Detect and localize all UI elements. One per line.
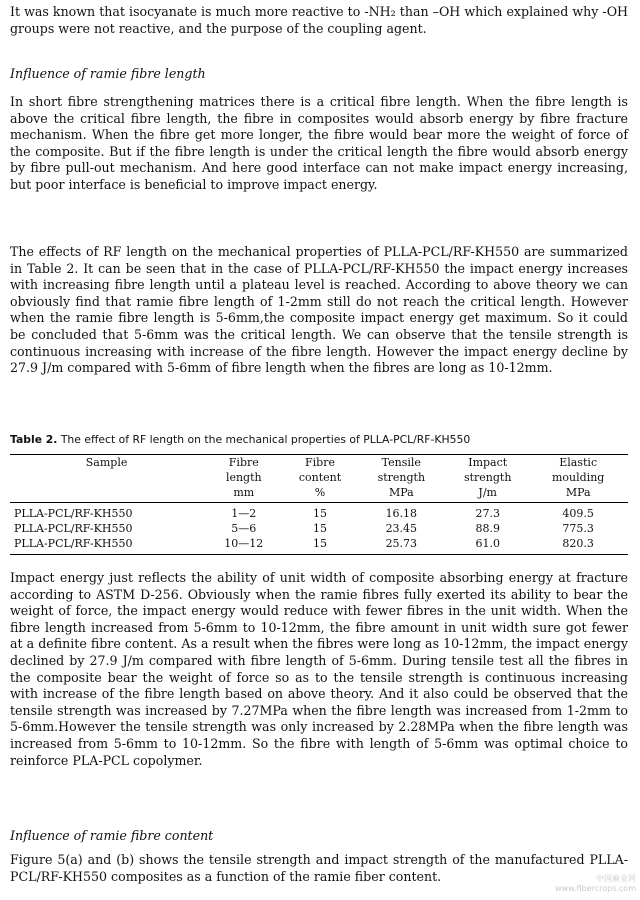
cell-sample: PLLA-PCL/RF-KH550: [14, 522, 133, 535]
col-header-impact: Impact: [447, 455, 528, 471]
section-heading-fibre-content: Influence of ramie fibre content: [10, 828, 214, 843]
col-header-tensile: Tensile: [356, 455, 447, 471]
table-row: [10, 503, 628, 522]
col-header-fibre-content: Fibre: [284, 455, 355, 471]
col-header-impact-l2: strength: [463, 471, 512, 484]
cell-fibre-content: 15: [313, 507, 327, 520]
paragraph-impact-energy: Impact energy just reflects the ability of unit width of composite absorbing energy at fracture according to ASTM D-256. Obviously when the ramie fibres fully exerted its ability to bear the weight of force, the impact energy would reduce with fewer fibres in the unit width. When the fibre length increased from 5-6mm to 10-12mm, the fibre amount in unit width sure got fewer at a definite fibre content. As a result when the fibres were long as 10-12mm, the impact energy declined by 27.9 J/m compared with fibre length of 5-6mm. During tensile test all the fibres in the composite bear the weight of force so as to the tensile strength is continuous increasing with increase of the fibre length based on above theory. And it also could be observed that the tensile strength was increased by 7.27MPa when the fibre length was increased from 1-2mm to 5-6mm.However the tensile strength was only increased by 2.28MPa when the fibre length was increased from 5-6mm to 10-12mm. So the fibre with length of 5-6mm was optimal choice to reinforce PLA-PCL copolymer.: [10, 570, 628, 768]
cell-impact: 27.3: [475, 507, 500, 520]
cell-sample: PLLA-PCL/RF-KH550: [10, 536, 203, 555]
cell-impact: 88.9: [475, 522, 500, 535]
cell-fibre-length: 1—2: [231, 507, 257, 520]
col-header-sample: Sample: [10, 455, 203, 471]
cell-fibre-length: 5—6: [231, 522, 257, 535]
table-caption-text: The effect of RF length on the mechanical properties of PLLA-PCL/RF-KH550: [57, 433, 471, 446]
col-header-fibre-length-unit: mm: [203, 485, 284, 503]
table-caption: [10, 433, 630, 447]
table-header-row-3: [10, 485, 628, 503]
col-header-fibre-length: Fibre: [203, 455, 284, 471]
cell-elastic: 409.5: [562, 507, 594, 520]
col-header-tensile-unit: MPa: [356, 485, 447, 503]
table-caption-label: Table 2.: [10, 433, 58, 446]
watermark-line-1: 中国麻业网: [596, 874, 636, 883]
cell-fibre-content: 15: [313, 522, 327, 535]
cell-sample: PLLA-PCL/RF-KH550: [14, 507, 133, 520]
col-header-elastic-l2: moulding: [552, 471, 605, 484]
col-header-impact-unit: J/m: [447, 485, 528, 503]
cell-elastic: 820.3: [528, 536, 628, 555]
col-header-sample-l3: [10, 485, 203, 503]
cell-elastic: 775.3: [562, 522, 594, 535]
table-row: [10, 521, 628, 536]
paragraph-critical-length: In short fibre strengthening matrices there is a critical fibre length. When the fibre length is above the critical fibre length, the fibre in composites would absorb energy by fibre fracture mechanism. When the fibre get more longer, the fibre would bear more the weight of force of the composite. But if the fibre length is under the critical length the fibre would absorb energy by fibre pull-out mechanism. And here good interface can not make impact energy increasing, but poor interface is beneficial to improve impact energy.: [10, 94, 628, 192]
watermark: [555, 874, 636, 894]
col-header-fibre-content-unit: %: [284, 485, 355, 503]
col-header-fibre-length-l2: length: [225, 471, 262, 484]
table-header-row-1: [10, 455, 628, 471]
intro-paragraph: It was known that isocyanate is much more reactive to -NH₂ than –OH which explained why -OH groups were not reactive, and the purpose of the coupling agent.: [10, 4, 628, 36]
col-header-fibre-content-l2: content: [298, 471, 342, 484]
paragraph-rf-length-effects: The effects of RF length on the mechanical properties of PLLA-PCL/RF-KH550 are summarized in Table 2. It can be seen that in the case of PLLA-PCL/RF-KH550 the impact energy increases with increasing fibre length until a plateau level is reached. According to above theory we can obviously find that ramie fibre length of 1-2mm still do not reach the critical length. However when the ramie fibre length is 5-6mm,the composite impact energy get maximum. So it could be concluded that 5-6mm was the critical length. We can observe that the tensile strength is continuous increasing with increase of the fibre length. However the impact energy decline by 27.9 J/m compared with 5-6mm of fibre length when the fibres are long as 10-12mm.: [10, 244, 628, 376]
col-header-tensile-l2: strength: [377, 471, 426, 484]
cell-fibre-length: 10—12: [203, 536, 284, 555]
table-header-row-2: [10, 470, 628, 485]
cell-tensile: 25.73: [356, 536, 447, 555]
watermark-line-2: www.fibercrops.com: [555, 884, 636, 893]
col-header-elastic: Elastic: [528, 455, 628, 471]
cell-impact: 61.0: [447, 536, 528, 555]
section-heading-fibre-length: Influence of ramie fibre length: [10, 66, 206, 81]
cell-tensile: 16.18: [385, 507, 418, 520]
paragraph-figure-5: Figure 5(a) and (b) shows the tensile strength and impact strength of the manufactured PLLA-PCL/RF-KH550 composites as a function of the ramie fiber content.: [10, 852, 628, 884]
cell-fibre-content: 15: [284, 536, 355, 555]
results-table: [10, 454, 628, 555]
table-row: [10, 536, 628, 555]
col-header-elastic-unit: MPa: [528, 485, 628, 503]
col-header-sample-l2: [10, 470, 203, 485]
cell-tensile: 23.45: [385, 522, 418, 535]
